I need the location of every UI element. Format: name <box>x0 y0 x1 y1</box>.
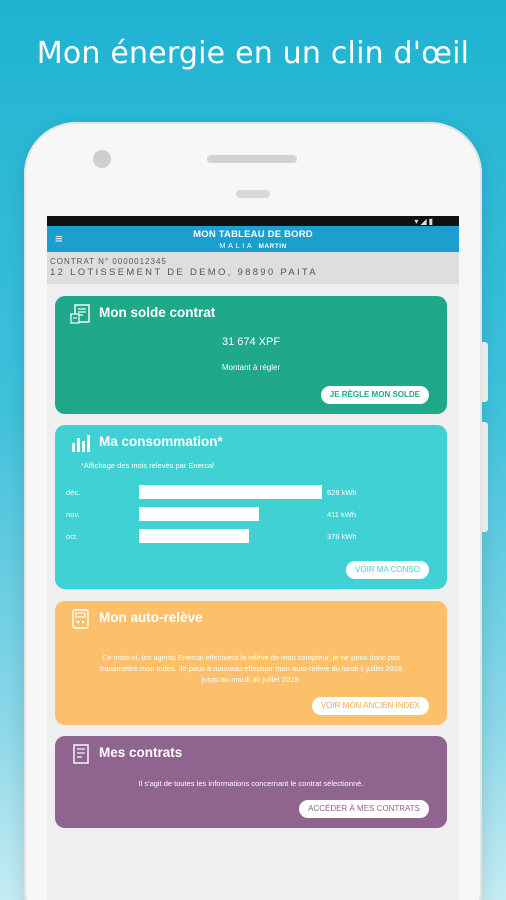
contract-number: CONTRAT N° 0000012345 <box>50 257 167 266</box>
view-old-index-button[interactable]: VOIR MON ANCIEN INDEX <box>312 697 429 715</box>
consumption-row <box>66 485 446 501</box>
bar-chart-icon <box>70 433 92 453</box>
consumption-bar <box>139 485 322 499</box>
contrats-card[interactable] <box>55 736 447 828</box>
consumption-value: 411 kWh <box>327 510 357 519</box>
consumption-month: déc. <box>66 488 81 497</box>
autoreleve-text-line: Ce mois-ci, les agents Enercal effectuent la relève de mon compteur, je ne peux donc pas <box>102 653 400 662</box>
autoreleve-card[interactable] <box>55 601 447 725</box>
app-screen <box>47 216 459 900</box>
sensor <box>236 190 270 198</box>
autoreleve-title: Mon auto-relève <box>99 610 203 625</box>
speaker-grille <box>207 155 297 163</box>
camera-icon <box>93 150 111 168</box>
document-icon <box>70 744 92 764</box>
consumption-bar <box>139 507 259 521</box>
invoice-icon <box>70 304 92 324</box>
autoreleve-text-line: transmettre mon index. Je peux à nouveau effectuer mon auto-relève du lundi 1 juillet 2019 <box>99 664 403 673</box>
user-name <box>47 241 459 250</box>
contract-address: 12 LOTISSEMENT DE DEMO, 98890 PAITA <box>50 267 318 278</box>
app-title: MON TABLEAU DE BORD <box>193 229 313 240</box>
autoreleve-text-line: jusqu'au mardi 30 juillet 2019. <box>201 675 301 684</box>
consommation-note: *Affichage des mois relevés par Enercal <box>81 461 214 470</box>
contrats-title: Mes contrats <box>99 745 183 760</box>
solde-title: Mon solde contrat <box>99 305 216 320</box>
access-contracts-button[interactable]: ACCÉDER À MES CONTRATS <box>299 800 429 818</box>
autoreleve-text <box>69 652 433 685</box>
user-first-name: MALIA <box>219 241 254 250</box>
volume-button <box>482 342 488 402</box>
meter-icon <box>70 609 92 629</box>
consommation-title: Ma consommation* <box>99 434 223 449</box>
user-last-name: MARTIN <box>258 243 287 250</box>
consumption-row <box>66 507 446 523</box>
pay-balance-button[interactable]: JE RÈGLE MON SOLDE <box>321 386 429 404</box>
consumption-bar <box>139 529 249 543</box>
consumption-value: 628 kWh <box>327 488 357 497</box>
consumption-row <box>66 529 446 545</box>
solde-amount-label: Montant à régler <box>221 363 281 372</box>
consumption-month: oct. <box>66 532 79 541</box>
power-button <box>482 422 488 532</box>
status-bar <box>47 216 459 226</box>
app-bar <box>47 226 459 252</box>
consumption-value: 376 kWh <box>327 532 357 541</box>
hamburger-icon[interactable]: ≡ <box>55 231 63 246</box>
consommation-card[interactable] <box>55 425 447 589</box>
consumption-month: nov. <box>66 510 80 519</box>
view-consumption-button[interactable]: VOIR MA CONSO <box>346 561 429 579</box>
contrats-text: Il s'agit de toutes les informations concernant le contrat sélectionné. <box>138 779 364 788</box>
solde-amount: 31 674 XPF <box>221 336 281 348</box>
headline: Mon énergie en un clin d'œil <box>36 36 470 71</box>
solde-card[interactable] <box>55 296 447 414</box>
contract-info <box>47 252 459 284</box>
status-icons: ▾◢▮ <box>414 217 435 226</box>
